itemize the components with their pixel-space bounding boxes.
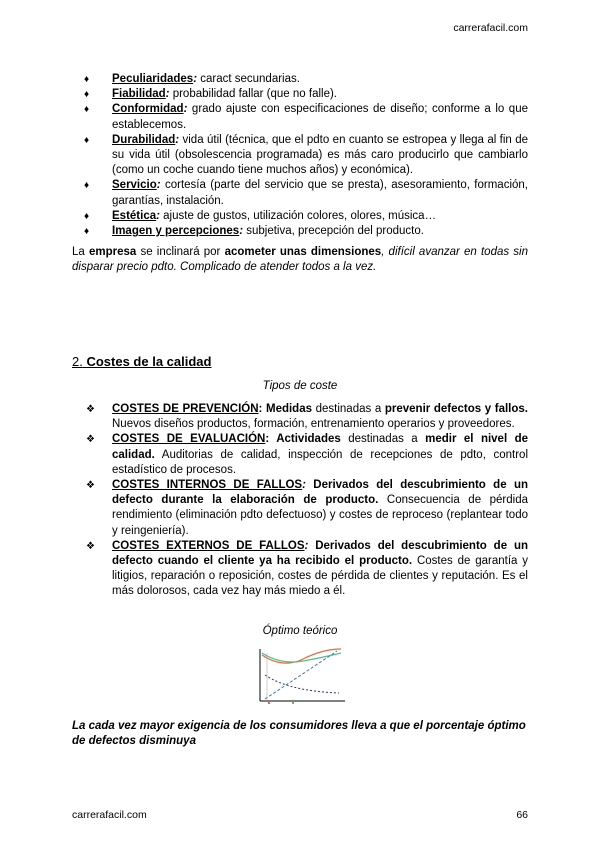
optimum-figure <box>253 645 347 707</box>
list-item: ♦ Fiabilidad: probabilidad fallar (que no falle). <box>84 87 528 102</box>
list-item: ❖ COSTES EXTERNOS DE FALLOS: Derivados del descubrimiento de un defecto cuando el cliente ya ha recibido el producto. Costes de garantía y litigios, reparación o reposición, costes de pérdida de clientes y reputación. Es el más dolorosos, cada vez hay más miedo a él. <box>86 539 529 598</box>
marker-dot <box>268 702 270 704</box>
diamond-bullet-icon: ♦ <box>84 226 90 238</box>
diamond-bullet-icon: ❖ <box>86 480 95 492</box>
dimensions-list <box>84 72 528 239</box>
list-item: ❖ COSTES DE PREVENCIÓN: Medidas destinadas a prevenir defectos y fallos. Nuevos diseños productos, formación, entrenamiento operarios y proveedores. <box>86 403 528 431</box>
list-item: ♦ Servicio: cortesía (parte del servicio que se presta), asesoramiento, formación, garantías, instalación. <box>84 179 528 207</box>
list-item: ♦ Conformidad: grado ajuste con especificaciones de diseño; conforme a lo que establecemos. <box>84 103 528 131</box>
section-subtitle: Tipos de coste <box>262 380 338 392</box>
list-item: ♦ Peculiaridades: caract secundarias. <box>84 72 528 87</box>
header-site: carrerafacil.com <box>453 22 528 34</box>
evaluation-cost-curve <box>265 675 339 693</box>
list-item: ♦ Durabilidad: vida útil (técnica, que el pdto en cuanto se estropea y llega al fin de su vida útil (obsolescencia programada) es más caro producirlo que cambiarlo (como un coche cuando tiene muchos años) y económica). <box>84 133 528 177</box>
diamond-bullet-icon: ♦ <box>84 104 90 116</box>
costs-list <box>84 402 528 600</box>
section-heading: 2. Costes de la calidad <box>72 354 212 369</box>
diamond-bullet-icon: ♦ <box>84 180 90 192</box>
figure-caption: Óptimo teórico <box>262 625 338 637</box>
page-number: 66 <box>516 809 528 821</box>
company-paragraph: La empresa se inclinará por acometer unas dimensiones, difícil avanzar en todas sin disparar precio pdto. Complicado de atender todos a la vez. <box>72 246 528 274</box>
diamond-bullet-icon: ♦ <box>84 89 90 101</box>
footer-site: carrerafacil.com <box>72 809 147 821</box>
diamond-bullet-icon: ❖ <box>86 434 95 446</box>
diamond-bullet-icon: ♦ <box>84 210 90 222</box>
marker-dot <box>292 702 294 704</box>
diamond-bullet-icon: ❖ <box>86 540 95 552</box>
list-item: ❖ COSTES INTERNOS DE FALLOS: Derivados del descubrimiento de un defecto durante la elaboración de producto. Consecuencia de pérdida rendimiento (eliminación pdto defectuoso) y costes de reproceso (replantear todo y reingeniería). <box>86 479 528 537</box>
conclusion-paragraph: La cada vez mayor exigencia de los consumidores lleva a que el porcentaje óptimo de defectos disminuya <box>72 720 526 748</box>
diamond-bullet-icon: ♦ <box>84 74 90 85</box>
diamond-bullet-icon: ❖ <box>86 404 95 415</box>
list-item: ♦ Estética: ajuste de gustos, utilización colores, olores, música… <box>84 209 528 224</box>
diamond-bullet-icon: ♦ <box>84 134 90 146</box>
list-item: ❖ COSTES DE EVALUACIÓN: Actividades destinadas a medir el nivel de calidad. Auditorias de calidad, inspección de recepciones de pdto, control estadístico de procesos. <box>86 433 529 476</box>
list-item: ♦ Imagen y percepciones: subjetiva, precepción del producto. <box>84 224 528 239</box>
